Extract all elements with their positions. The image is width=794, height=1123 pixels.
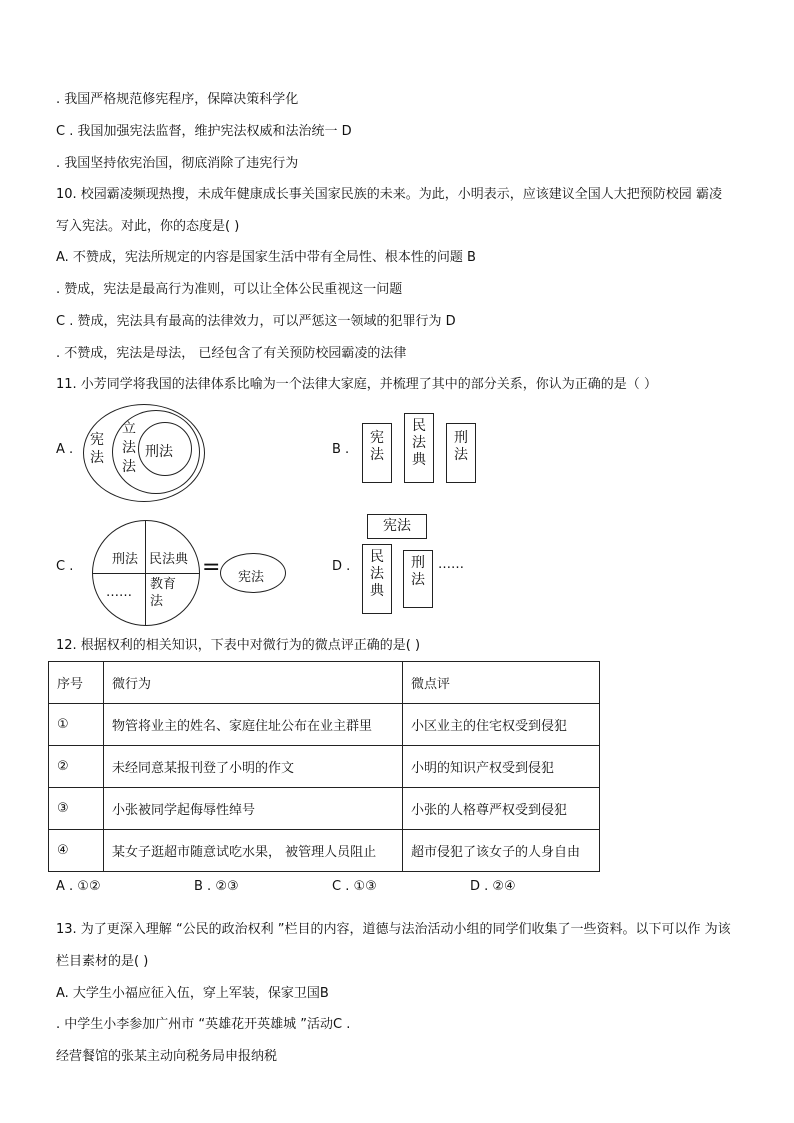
b-box-criminal-law: 刑 法 (446, 423, 476, 483)
table-cell: 物管将业主的姓名、家庭住址公布在业主群里 (104, 704, 403, 746)
q10-option-c: C . 赞成，宪法具有最高的法律效力，可以严惩这一领域的犯罪行为 D (56, 314, 456, 329)
circle-outer-label: 宪 法 (90, 432, 104, 466)
table-cell: 小张的人格尊严权受到侵犯 (403, 788, 600, 830)
q11-stem: 11. 小芳同学将我国的法律体系比喻为一个法律大家庭，并梳理了其中的部分关系，你认为正确的是（ ） (56, 377, 657, 392)
table-row (49, 830, 600, 872)
table-cell: 超市侵犯了该女子的人身自由 (403, 830, 600, 872)
q11-option-b-label: B . (332, 442, 350, 457)
table-cell: ② (49, 746, 104, 788)
q10-option-a: A. 不赞成，宪法所规定的内容是国家生活中带有全局性、根本性的问题 B (56, 250, 476, 265)
table-cell: 小张被同学起侮辱性绰号 (104, 788, 403, 830)
circle-middle-label: 立 法 法 (122, 421, 136, 475)
table-header-row (49, 662, 600, 704)
table-header: 序号 (49, 662, 104, 704)
circle-inner-label: 刑法 (145, 444, 173, 460)
table-cell: ③ (49, 788, 104, 830)
d-box-constitution: 宪法 (367, 514, 427, 539)
table-cell: 小明的知识产权受到侵犯 (403, 746, 600, 788)
c-quadrant-civil: 民法典 (149, 552, 189, 567)
q12-choice-b: B . ②③ (194, 879, 239, 894)
c-constitution-label: 宪法 (238, 570, 265, 585)
d-box-criminal-law: 刑 法 (403, 550, 433, 608)
q10-option-b: . 赞成，宪法是最高行为准则，可以让全体公民重视这一问题 (56, 282, 403, 297)
table-header: 微点评 (403, 662, 600, 704)
q10-stem-2: 写入宪法。对此，你的态度是( ) (56, 219, 240, 234)
q10-stem-1: 10. 校园霸凌频现热搜，未成年健康成长事关国家民族的未来。为此，小明表示，应该建议全国人大把预防校园 霸凌 (56, 187, 722, 202)
table-cell: 某女子逛超市随意试吃水果， 被管理人员阻止 (104, 830, 403, 872)
q12-table (48, 661, 600, 872)
c-quadrant-education: 教育 法 (150, 577, 177, 609)
c-big-circle (92, 520, 200, 626)
table-header: 微行为 (104, 662, 403, 704)
q11-option-d-label: D . (332, 559, 351, 574)
q13-option-c: 经营餐馆的张某主动向税务局申报纳税 (56, 1049, 278, 1064)
table-cell: 小区业主的住宅权受到侵犯 (403, 704, 600, 746)
q11-option-a-label: A . (56, 442, 74, 457)
table-row (49, 704, 600, 746)
c-equals: = (202, 555, 221, 580)
c-horizontal-divider (93, 573, 199, 574)
table-cell: 未经同意某报刊登了小明的作文 (104, 746, 403, 788)
d-more-dots: …… (438, 557, 464, 572)
q13-stem-2: 栏目素材的是( ) (56, 954, 149, 969)
b-box-constitution: 宪 法 (362, 423, 392, 483)
q13-stem-1: 13. 为了更深入理解 “公民的政治权利 ”栏目的内容，道德与法治活动小组的同学们收集了一些资料。以下可以作 为该 (56, 922, 731, 937)
q13-option-b: . 中学生小李参加广州市 “英雄花开英雄城 ”活动C . (56, 1017, 351, 1032)
q12-stem: 12. 根据权利的相关知识，下表中对微行为的微点评正确的是( ) (56, 638, 421, 653)
q13-option-a: A. 大学生小福应征入伍，穿上军装，保家卫国B (56, 986, 329, 1001)
q10-option-d: . 不赞成，宪法是母法， 已经包含了有关预防校园霸凌的法律 (56, 346, 407, 361)
q9-option-b: . 我国严格规范修宪程序，保障决策科学化 (56, 92, 299, 107)
q9-option-d: . 我国坚持依宪治国，彻底消除了违宪行为 (56, 156, 299, 171)
c-quadrant-more: …… (106, 585, 132, 600)
b-box-civil-code: 民 法 典 (404, 413, 434, 483)
d-box-civil-code: 民 法 典 (362, 544, 392, 614)
c-quadrant-criminal: 刑法 (112, 552, 139, 567)
table-row (49, 746, 600, 788)
q11-option-c-label: C . (56, 559, 74, 574)
table-cell: ④ (49, 830, 104, 872)
table-row (49, 788, 600, 830)
q12-choice-d: D . ②④ (470, 879, 516, 894)
table-cell: ① (49, 704, 104, 746)
q9-option-c: C . 我国加强宪法监督，维护宪法权威和法治统一 D (56, 124, 352, 139)
q12-choice-c: C . ①③ (332, 879, 377, 894)
q12-choice-a: A . ①② (56, 879, 101, 894)
